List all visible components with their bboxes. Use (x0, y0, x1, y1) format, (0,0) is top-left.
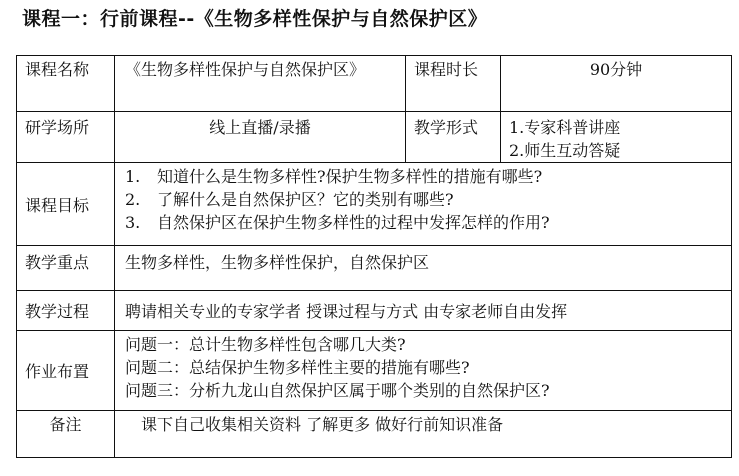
goal-item (125, 211, 731, 234)
goal-number: 2. (125, 190, 141, 209)
label-focus: 教学重点 (17, 246, 115, 291)
label-teaching-form: 教学形式 (406, 112, 501, 163)
value-teaching-form (501, 112, 732, 163)
goal-number: 3. (125, 213, 141, 232)
value-notes: 课下自己收集相关资料 了解更多 做好行前知识准备 (115, 411, 732, 458)
value-course-name: 《生物多样性保护与自然保护区》 (115, 56, 406, 112)
row-process (17, 291, 732, 331)
homework-item: 问题一：总计生物多样性包含哪几大类? (125, 335, 406, 354)
row-course-name (17, 56, 732, 112)
value-homework (115, 331, 732, 411)
label-course-duration: 课程时长 (406, 56, 501, 112)
row-venue (17, 112, 732, 163)
label-goals: 课程目标 (17, 163, 115, 246)
teaching-form-item: 2.师生互动答疑 (509, 141, 621, 160)
label-venue: 研学场所 (17, 112, 115, 163)
homework-item: 问题三：分析九龙山自然保护区属于哪个类别的自然保护区? (125, 381, 550, 400)
course-table (16, 55, 732, 458)
goal-text: 知道什么是生物多样性?保护生物多样性的措施有哪些? (157, 167, 543, 186)
value-focus: 生物多样性，生物多样性保护，自然保护区 (115, 246, 732, 291)
goal-item (125, 188, 731, 211)
label-course-name: 课程名称 (17, 56, 115, 112)
document-title: 课程一：行前课程--《生物多样性保护与自然保护区》 (22, 8, 488, 30)
label-notes: 备注 (17, 411, 115, 458)
teaching-form-item: 1.专家科普讲座 (509, 118, 621, 137)
value-course-duration: 90分钟 (501, 56, 732, 112)
goal-item (125, 165, 731, 188)
value-process: 聘请相关专业的专家学者 授课过程与方式 由专家老师自由发挥 (115, 291, 732, 331)
goal-text: 了解什么是自然保护区？它的类别有哪些? (157, 190, 454, 209)
label-homework: 作业布置 (17, 331, 115, 411)
value-goals (115, 163, 732, 246)
row-goals (17, 163, 732, 246)
value-venue: 线上直播/录播 (115, 112, 406, 163)
row-notes (17, 411, 732, 458)
row-homework (17, 331, 732, 411)
label-process: 教学过程 (17, 291, 115, 331)
goal-text: 自然保护区在保护生物多样性的过程中发挥怎样的作用? (157, 213, 550, 232)
row-focus (17, 246, 732, 291)
goal-number: 1. (125, 167, 141, 186)
homework-item: 问题二：总结保护生物多样性主要的措施有哪些? (125, 358, 470, 377)
